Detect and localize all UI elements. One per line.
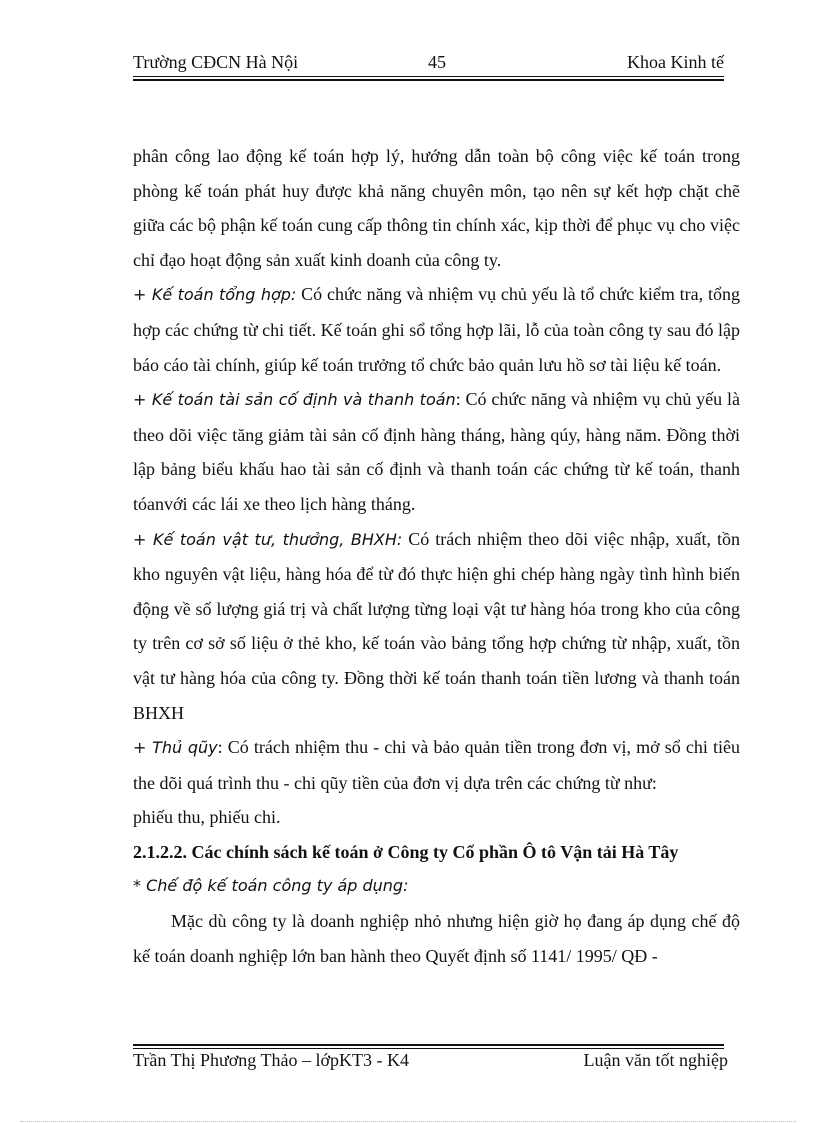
header-double-rule <box>133 76 724 81</box>
header-faculty: Khoa Kinh tế <box>627 52 724 72</box>
header-school: Trường CĐCN Hà Nội <box>133 52 299 72</box>
role-label: + Kế toán vật tư, thưởng, BHXH: <box>133 529 403 549</box>
paragraph-fixed-assets: + Kế toán tài sản cố định và thanh toán: Có chức năng và nhiệm vụ chủ yếu là theo dõi việc tăng giảm tài sản cố định hàng tháng, hàng qúy, hàng năm. Đồng thời lập bảng biểu khấu hao tài sản cố định và thanh toán các chứng từ kế toán, thanh tóanvới các lái xe theo lịch hàng tháng. <box>133 389 741 514</box>
paragraph-intro: phân công lao động kế toán hợp lý, hướng dẫn toàn bộ công việc kế toán trong phòng kế toán phát huy được khả năng chuyên môn, tạo nên sự kết hợp chặt chẽ giữa các bộ phận kế toán cung cấp thông tin chính xác, kịp thời để phục vụ cho việc chỉ đạo hoạt động sản xuất kinh doanh của công ty. <box>133 146 740 270</box>
footer-double-rule <box>133 1044 724 1049</box>
paragraph-treasurer-tail: phiếu thu, phiếu chi. <box>133 807 281 828</box>
role-label: + Kế toán tài sản cố định và thanh toán <box>133 390 456 410</box>
page-edge-divider <box>20 1121 796 1122</box>
paragraph-materials: + Kế toán vật tư, thưởng, BHXH: Có trách nhiệm theo dõi việc nhập, xuất, tồn kho nguyên vật liệu, hàng hóa để từ đó thực hiện ghi chép hàng ngày tình hình biến động về số lượng giá trị và chất lượng từng loại vật tư hàng hóa trong kho của công ty trên cơ sở số liệu ở thẻ kho, kế toán vào bảng tổng hợp chứng từ nhập, xuất, tồn vật tư hàng hóa của công ty. Đồng thời kế toán thanh toán tiền lương và thanh toán BHXH <box>133 528 741 723</box>
paragraph-policy: Mặc dù công ty là doanh nghiệp nhỏ nhưng hiện giờ họ đang áp dụng chế độ kế toán doanh nghiệp lớn ban hành theo Quyết định số 1141/ 1995/ QĐ - <box>133 911 740 966</box>
paragraph-general-accounting: + Kế toán tổng hợp: Có chức năng và nhiệm vụ chủ yếu là tổ chức kiểm tra, tổng hợp các chứng từ chi tiết. Kế toán ghi sổ tổng hợp lãi, lỗ của toàn công ty sau đó lập báo cáo tài chính, giúp kế toán trưởng tổ chức bảo quản lưu hồ sơ tài liệu kế toán. <box>133 284 741 375</box>
role-label: + Thủ qũy <box>133 738 218 758</box>
footer-author: Trần Thị Phương Thảo – lớpKT3 - K4 <box>133 1050 409 1070</box>
footer-doc-type: Luận văn tốt nghiệp <box>583 1050 728 1070</box>
page-number: 45 <box>428 52 446 72</box>
paragraph-treasurer: + Thủ qũy: Có trách nhiệm thu - chi và bảo quản tiền trong đơn vị, mở sổ chi tiêu the dõi quá trình thu - chi qũy tiền của đơn vị dựa trên các chứng từ như: <box>133 737 741 793</box>
page-header <box>133 52 724 76</box>
section-heading: 2.1.2.2. Các chính sách kế toán ở Công ty Cổ phần Ô tô Vận tải Hà Tây <box>133 841 679 862</box>
document-body <box>133 139 740 973</box>
role-label: + Kế toán tổng hợp: <box>133 285 297 305</box>
page-footer <box>133 1050 728 1074</box>
sub-heading: * Chế độ kế toán công ty áp dụng: <box>133 876 409 896</box>
